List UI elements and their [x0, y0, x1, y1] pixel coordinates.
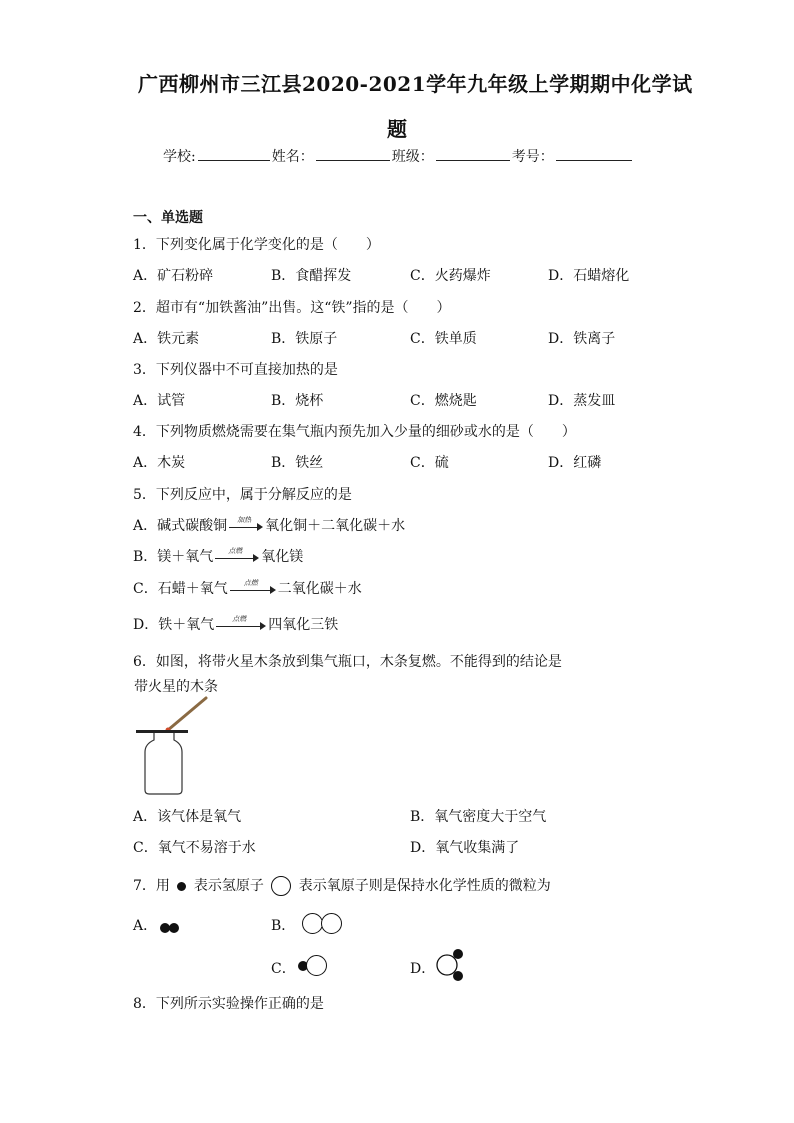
question-6-option-b: B．氧气密度大于空气	[410, 809, 547, 825]
option-d-label: D．	[410, 961, 436, 977]
class-label: 班级：	[391, 149, 434, 165]
question-5-option-a	[133, 515, 405, 535]
question-7-option-d	[410, 958, 435, 978]
question-1-option-c: C．火药爆炸	[410, 268, 491, 284]
exam-title-line1: 广西柳州市三江县2020-2021学年九年级上学期期中化学试	[138, 72, 693, 96]
reaction-condition: 点燃	[243, 579, 258, 587]
question-3-option-a: A．试管	[133, 393, 186, 409]
school-label: 学校:	[163, 149, 196, 165]
option-a-label: A．	[133, 918, 158, 934]
section-title: 一、单选题	[133, 210, 203, 226]
reaction-a-products: 氧化铜＋二氧化碳＋水	[265, 518, 406, 534]
question-7-option-c	[271, 958, 296, 978]
figure-label-splint: 带火星的木条	[134, 679, 218, 695]
question-4-option-a: A．木炭	[133, 455, 186, 471]
question-1-option-d: D．石蜡熔化	[548, 268, 630, 284]
question-1-stem: 1．下列变化属于化学变化的是（ ）	[133, 237, 380, 253]
reaction-arrow-icon	[230, 579, 276, 595]
question-5-option-d	[133, 614, 338, 634]
gas-jar-splint-figure	[134, 692, 224, 797]
question-4-option-b: B．铁丝	[271, 455, 324, 471]
question-1-option-b: B．食醋挥发	[271, 268, 352, 284]
student-info-line	[163, 146, 634, 166]
oxygen-atom-icon	[271, 876, 291, 896]
option-b-label: B．	[271, 918, 296, 934]
molecule-h2-icon	[160, 917, 179, 936]
exam-title-line2: 题	[387, 117, 408, 141]
gas-jar-icon	[145, 733, 182, 794]
exam-number-blank[interactable]	[556, 146, 632, 161]
question-5-option-c	[133, 578, 362, 598]
molecule-h2o-icon	[434, 947, 470, 983]
reaction-condition: 加热	[237, 516, 252, 524]
reaction-c-reactants: C．石蜡＋氧气	[133, 581, 228, 597]
question-7-stem	[133, 875, 551, 896]
question-6-option-a: A．该气体是氧气	[133, 809, 242, 825]
question-7-stem-part2: 表示氢原子	[193, 878, 264, 894]
question-7-stem-part1: 7．用	[133, 878, 170, 894]
question-3-option-d: D．蒸发皿	[548, 393, 616, 409]
reaction-arrow-icon	[229, 516, 263, 532]
question-2-option-a: A．铁元素	[133, 331, 200, 347]
exam-number-label: 考号：	[511, 149, 554, 165]
school-blank[interactable]	[198, 146, 270, 161]
name-label: 姓名：	[271, 149, 314, 165]
question-1-option-a: A．矿石粉碎	[133, 268, 214, 284]
question-4-option-c: C．硫	[410, 455, 449, 471]
molecule-o2-icon	[302, 913, 342, 934]
reaction-a-reactants: A．碱式碳酸铜	[133, 518, 228, 534]
question-7-option-b	[271, 915, 295, 935]
name-blank[interactable]	[316, 146, 390, 161]
class-blank[interactable]	[436, 146, 510, 161]
question-2-stem: 2．超市有“加铁酱油”出售。这“铁”指的是（ ）	[133, 300, 451, 316]
question-6-stem: 6．如图，将带火星木条放到集气瓶口，木条复燃。不能得到的结论是	[133, 654, 562, 670]
wooden-splint-icon	[168, 698, 206, 730]
option-c-label: C．	[271, 961, 296, 977]
question-3-option-c: C．燃烧匙	[410, 393, 477, 409]
question-2-option-c: C．铁单质	[410, 331, 477, 347]
question-3-stem: 3．下列仪器中不可直接加热的是	[133, 362, 338, 378]
glass-plate-icon	[136, 730, 188, 733]
question-7-stem-part3: 表示氧原子则是保持水化学性质的微粒为	[298, 878, 551, 894]
molecule-oh-icon	[298, 955, 327, 976]
question-2-option-d: D．铁离子	[548, 331, 616, 347]
question-4-stem: 4．下列物质燃烧需要在集气瓶内预先加入少量的细砂或水的是（ ）	[133, 424, 576, 440]
reaction-condition: 点燃	[228, 547, 243, 555]
question-8-stem: 8．下列所示实验操作正确的是	[133, 996, 324, 1012]
reaction-c-products: 二氧化碳＋水	[277, 581, 362, 597]
question-4-option-d: D．红磷	[548, 455, 602, 471]
reaction-d-products: 四氧化三铁	[268, 617, 339, 633]
reaction-b-reactants: B．镁＋氧气	[133, 549, 214, 565]
question-5-stem: 5．下列反应中，属于分解反应的是	[133, 487, 352, 503]
question-6-option-d: D．氧气收集满了	[410, 840, 520, 856]
question-7-option-a	[133, 915, 157, 935]
question-6-option-c: C．氧气不易溶于水	[133, 840, 256, 856]
hydrogen-atom-icon	[177, 882, 186, 891]
reaction-b-products: 氧化镁	[261, 549, 304, 565]
question-2-option-b: B．铁原子	[271, 331, 338, 347]
reaction-arrow-icon	[216, 615, 266, 631]
reaction-condition: 点燃	[232, 615, 247, 623]
question-3-option-b: B．烧杯	[271, 393, 324, 409]
reaction-arrow-icon	[215, 547, 259, 563]
question-5-option-b	[133, 546, 303, 566]
reaction-d-reactants: D．铁＋氧气	[133, 617, 215, 633]
